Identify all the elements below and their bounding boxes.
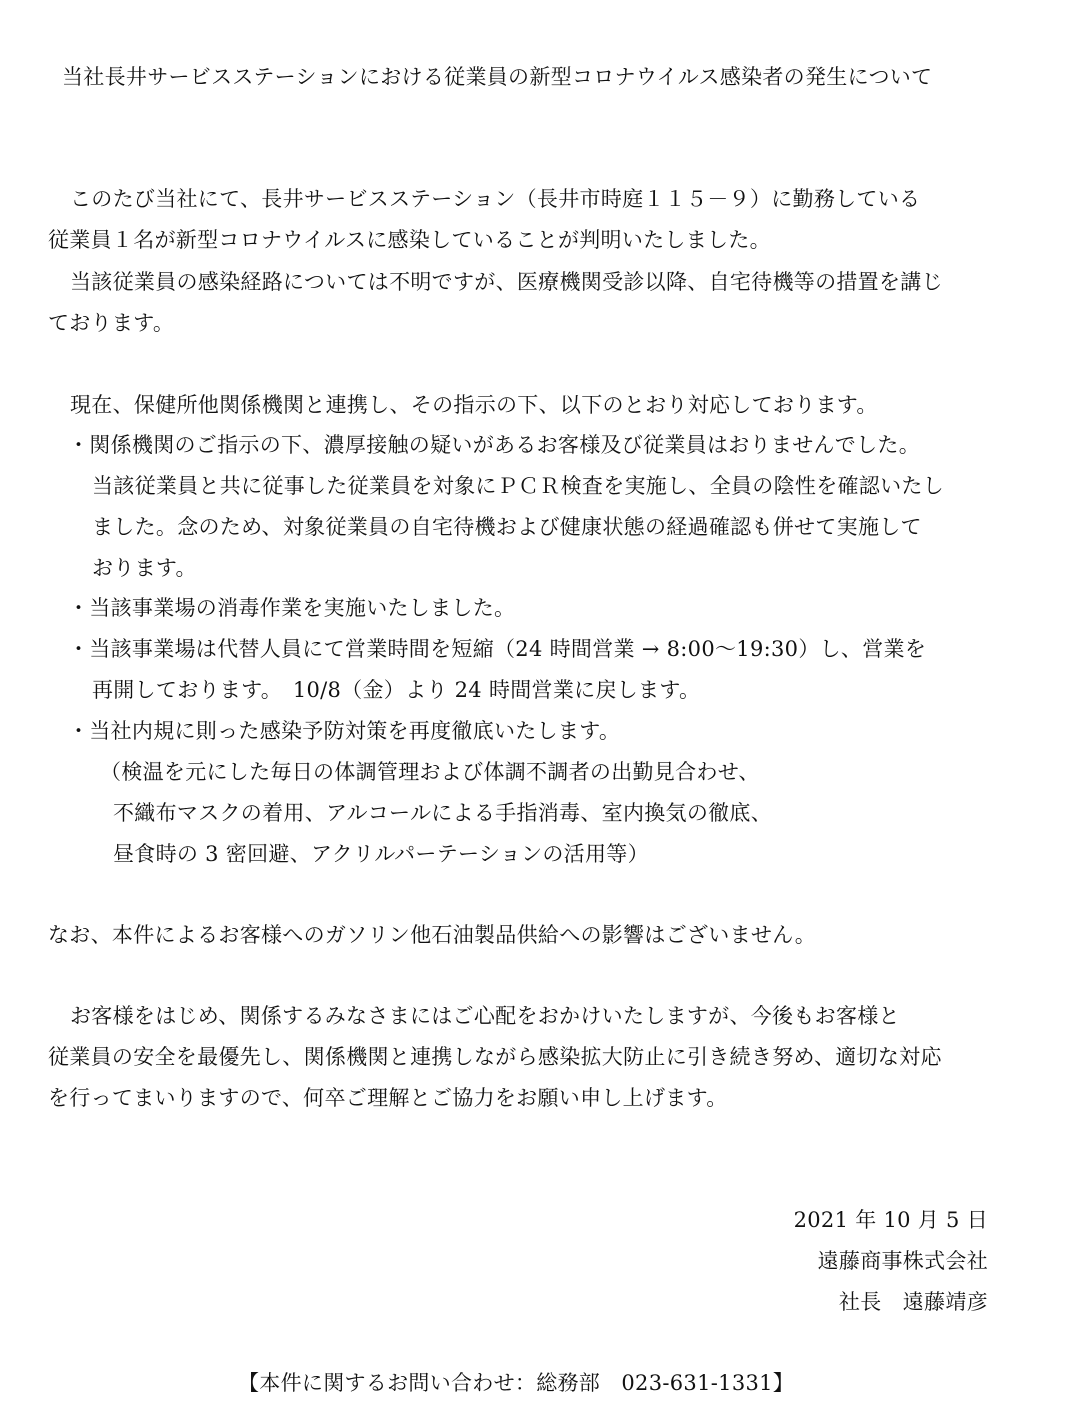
closing-line: を行ってまいりますので、何卒ご理解とご協力をお願い申し上げます。 <box>48 1086 728 1110</box>
closing-line: お客様をはじめ、関係するみなさまにはご心配をおかけいたしますが、今後もお客様と <box>70 1004 900 1028</box>
measures-line: 昼食時の 3 密回避、アクリルパーテーションの活用等） <box>113 842 649 866</box>
intro-line: ております。 <box>48 311 175 335</box>
intro-line: 従業員１名が新型コロナウイルスに感染していることが判明いたしました。 <box>48 228 771 252</box>
measures-line: 不織布マスクの着用、アルコールによる手指消毒、室内換気の徹底、 <box>113 801 773 825</box>
response-lead: 現在、保健所他関係機関と連携し、その指示の下、以下のとおり対応しております。 <box>70 393 878 417</box>
bullet-continuation: 再開しております。 10/8（金）より 24 時間営業に戻します。 <box>92 678 701 702</box>
closing-line: 従業員の安全を最優先し、関係機関と連携しながら感染拡大防止に引き続き努め、適切な対応 <box>48 1045 942 1069</box>
bullet-item: ・当社内規に則った感染予防対策を再度徹底いたします。 <box>68 719 621 743</box>
intro-line: このたび当社にて、長井サービスステーション（長井市時庭１１５－９）に勤務している <box>70 187 921 211</box>
bullet-continuation: ました。念のため、対象従業員の自宅待機および健康状態の経過確認も併せて実施して <box>92 515 922 539</box>
bullet-continuation: おります。 <box>92 556 197 580</box>
bullet-continuation: 当該従業員と共に従事した従業員を対象にＰＣＲ検査を実施し、全員の陰性を確認いたし <box>92 474 944 498</box>
bullet-item: ・関係機関のご指示の下、濃厚接触の疑いがあるお客様及び従業員はおりませんでした。 <box>68 433 920 457</box>
signature-date: 2021 年 10 月 5 日 <box>793 1208 988 1232</box>
impact-statement: なお、本件によるお客様へのガソリン他石油製品供給への影響はございません。 <box>48 923 817 947</box>
contact-info: 【本件に関するお問い合わせ：総務部 023-631-1331】 <box>238 1371 795 1395</box>
intro-line: 当該従業員の感染経路については不明ですが、医療機関受診以降、自宅待機等の措置を講じ <box>70 270 943 294</box>
president-name: 社長 遠藤靖彦 <box>838 1290 988 1314</box>
measures-line: （検温を元にした毎日の体調管理および体調不調者の出勤見合わせ、 <box>100 760 760 784</box>
document-title: 当社長井サービスステーションにおける従業員の新型コロナウイルス感染者の発生について <box>62 65 933 89</box>
bullet-item: ・当該事業場の消毒作業を実施いたしました。 <box>68 596 516 620</box>
bullet-item: ・当該事業場は代替人員にて営業時間を短縮（24 時間営業 → 8:00～19:30）し、営業を <box>68 637 927 661</box>
company-name: 遠藤商事株式会社 <box>817 1249 988 1273</box>
